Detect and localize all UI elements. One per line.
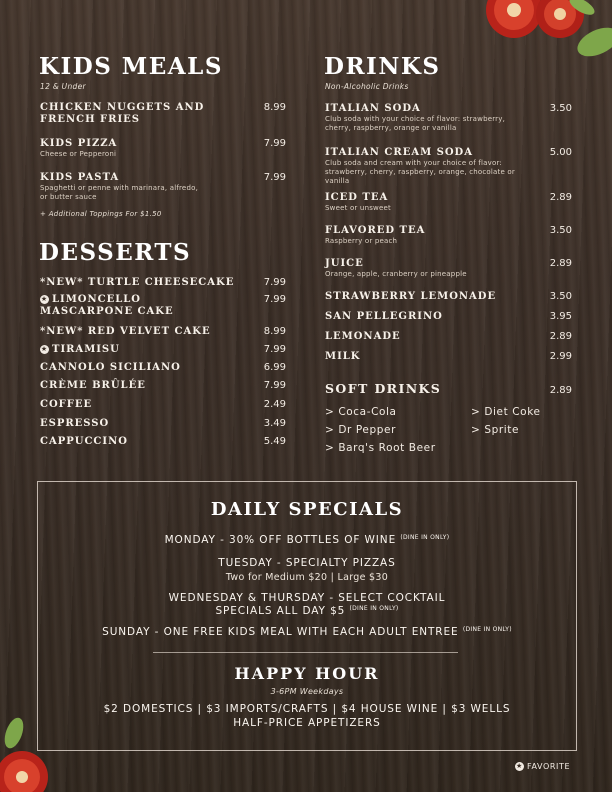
favorite-icon: ★ [40, 345, 49, 353]
soft-drink-item: > Barq's Root Beer [325, 442, 436, 454]
menu-item [40, 436, 286, 448]
soft-drink-item: > Diet Coke [471, 406, 541, 418]
menu-item [40, 102, 286, 126]
kids-meals-subtitle: 12 & Under [40, 82, 86, 91]
menu-item [40, 344, 286, 356]
menu-item [325, 225, 572, 246]
item-description: Club soda and cream with your choice of flavor: [325, 159, 502, 167]
dine-in-note: (DINE IN ONLY) [349, 605, 399, 612]
item-name: JUICE [325, 258, 364, 269]
special-tuesday-detail: Two for Medium $20 | Large $30 [225, 572, 389, 583]
menu-item [40, 172, 286, 202]
item-description-cont: or butter sauce [40, 193, 97, 201]
special-wednesday-thursday-cont [37, 605, 577, 617]
item-name: LIMONCELLO [52, 294, 141, 305]
soft-drinks-price: 2.89 [549, 385, 572, 396]
happy-hour-deals: $2 DOMESTICS | $3 IMPORTS/CRAFTS | $4 HOUSE WINE | $3 WELLS [103, 703, 511, 715]
item-price: 2.89 [549, 331, 572, 342]
item-name: COFFEE [40, 399, 93, 410]
item-price: 3.50 [549, 103, 572, 114]
special-monday [37, 534, 577, 546]
happy-hour-subtitle: 3-6PM Weekdays [270, 687, 344, 696]
menu-item [325, 351, 572, 363]
special-wednesday-text: SPECIALS ALL DAY $5 [215, 605, 346, 617]
special-sunday-text: SUNDAY - ONE FREE KIDS MEAL WITH EACH ADULT ENTREE [102, 626, 459, 638]
menu-item [40, 277, 286, 289]
drinks-title: DRINKS [324, 53, 441, 80]
menu-item [40, 326, 286, 338]
favorite-legend-label: FAVORITE [527, 762, 571, 771]
kids-meals-title: KIDS MEALS [39, 53, 223, 80]
soft-drink-item: > Coca-Cola [325, 406, 397, 418]
item-name: TIRAMISU [52, 344, 120, 355]
menu-item [40, 399, 286, 411]
item-description: Spaghetti or penne with marinara, alfredo, [40, 184, 198, 192]
menu-item [325, 192, 572, 213]
item-price: 5.49 [263, 436, 286, 447]
special-wednesday-thursday: WEDNESDAY & THURSDAY - SELECT COCKTAIL [168, 592, 446, 604]
dine-in-note: (DINE IN ONLY) [400, 534, 450, 541]
item-price: 7.99 [263, 138, 286, 149]
item-name: *NEW* TURTLE CHEESECAKE [40, 277, 235, 288]
item-name: ICED TEA [325, 192, 389, 203]
menu-item [325, 258, 572, 279]
menu-item [40, 362, 286, 374]
item-name: STRAWBERRY LEMONADE [325, 291, 497, 302]
menu-item [40, 380, 286, 392]
item-name: KIDS PIZZA [40, 138, 118, 149]
item-price: 7.99 [263, 344, 286, 355]
item-name: CHICKEN NUGGETS AND [40, 102, 205, 113]
item-price: 6.99 [263, 362, 286, 373]
menu-item [40, 418, 286, 430]
item-price: 7.99 [263, 294, 286, 305]
item-name: CRÈME BRÛLÉE [40, 380, 146, 391]
menu-item [325, 311, 572, 323]
item-price: 2.89 [549, 258, 572, 269]
item-name: LEMONADE [325, 331, 401, 342]
item-price: 8.99 [263, 102, 286, 113]
item-price: 2.49 [263, 399, 286, 410]
special-tuesday: TUESDAY - SPECIALTY PIZZAS [218, 557, 396, 569]
item-name: CANNOLO SICILIANO [40, 362, 181, 373]
item-description: Orange, apple, cranberry or pineapple [325, 270, 467, 278]
item-description: Raspberry or peach [325, 237, 398, 245]
menu-item [40, 294, 286, 318]
tomato-decoration-top [480, 0, 612, 62]
section-divider [153, 652, 458, 653]
favorite-icon: ★ [40, 295, 49, 303]
item-price: 3.49 [263, 418, 286, 429]
special-sunday [37, 626, 577, 638]
item-price: 3.50 [549, 225, 572, 236]
item-description: Sweet or unsweet [325, 204, 391, 212]
item-price: 5.00 [549, 147, 572, 158]
happy-hour-title: HAPPY HOUR [234, 664, 380, 683]
star-circle-icon: ★ [516, 762, 523, 770]
item-price: 7.99 [263, 380, 286, 391]
item-name: ITALIAN SODA [325, 103, 421, 114]
soft-drink-item: > Sprite [471, 424, 520, 436]
happy-hour-appetizers: HALF-PRICE APPETIZERS [233, 717, 381, 729]
item-price: 2.99 [549, 351, 572, 362]
item-name: MILK [325, 351, 361, 362]
desserts-title: DESSERTS [39, 239, 192, 266]
item-price: 2.89 [549, 192, 572, 203]
drinks-subtitle: Non-Alcoholic Drinks [325, 82, 409, 91]
item-name: FLAVORED TEA [325, 225, 426, 236]
item-price: 8.99 [263, 326, 286, 337]
item-name-cont: MASCARPONE CAKE [40, 306, 174, 317]
dine-in-note: (DINE IN ONLY) [462, 626, 512, 633]
item-name: CAPPUCCINO [40, 436, 128, 447]
menu-item [325, 147, 572, 186]
item-name: ESPRESSO [40, 418, 110, 429]
item-description-cont: cherry, raspberry, orange or vanilla [325, 124, 457, 132]
item-description-cont: strawberry, cherry, raspberry, orange, chocolate or vanilla [325, 168, 515, 185]
special-monday-text: MONDAY - 30% OFF BOTTLES OF WINE [164, 534, 397, 546]
soft-drinks-title: SOFT DRINKS [325, 381, 442, 396]
soft-drinks-header [325, 383, 572, 396]
item-price: 7.99 [263, 277, 286, 288]
item-name: *NEW* RED VELVET CAKE [40, 326, 211, 337]
item-name: SAN PELLEGRINO [325, 311, 443, 322]
item-description: Club soda with your choice of flavor: strawberry, [325, 115, 506, 123]
item-price: 3.95 [549, 311, 572, 322]
item-name-cont: FRENCH FRIES [40, 114, 140, 125]
item-price: 7.99 [263, 172, 286, 183]
favorite-legend [515, 762, 570, 771]
menu-item [325, 331, 572, 343]
item-price: 3.50 [549, 291, 572, 302]
item-name: KIDS PASTA [40, 172, 120, 183]
daily-specials-title: DAILY SPECIALS [210, 499, 404, 520]
item-description: Cheese or Pepperoni [40, 150, 117, 158]
toppings-note: + Additional Toppings For $1.50 [40, 210, 162, 218]
soft-drink-item: > Dr Pepper [325, 424, 396, 436]
menu-item [325, 103, 572, 133]
item-name: ITALIAN CREAM SODA [325, 147, 473, 158]
menu-item [40, 138, 286, 159]
menu-item [325, 291, 572, 303]
